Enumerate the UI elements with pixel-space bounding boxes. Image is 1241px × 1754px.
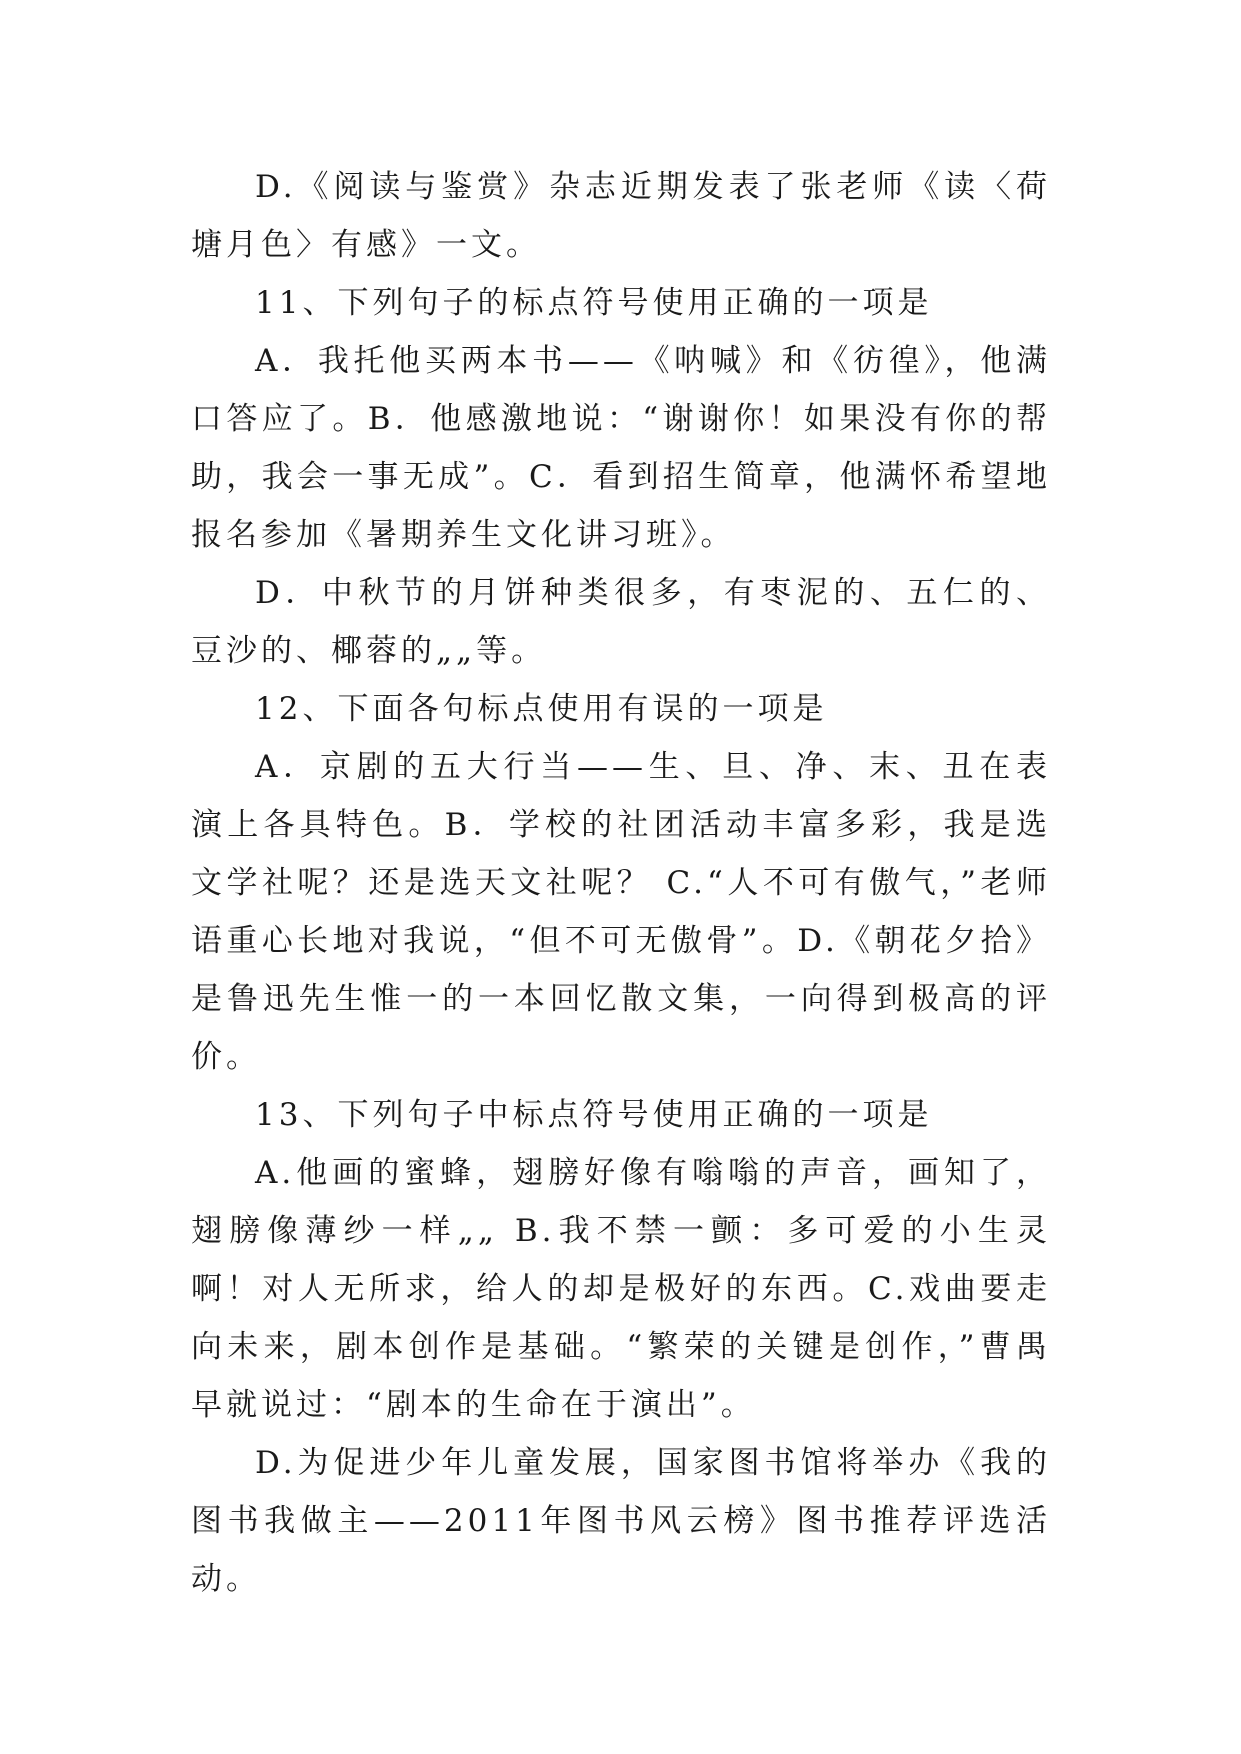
- paragraph-option-d-q10: D.《阅读与鉴赏》杂志近期发表了张老师《读〈荷塘月色〉有感》一文。: [191, 169, 1051, 263]
- question-11-options-abc: A．我托他买两本书——《呐喊》和《彷徨》，他满口答应了。B．他感激地说：“谢谢你！如果没有你的帮助，我会一事无成”。C．看到招生简章，他满怀希望地报名参加《暑期养生文化讲习班》。: [191, 343, 1051, 553]
- question-13-stem: 13、下列句子中标点符号使用正确的一项是: [255, 1097, 933, 1133]
- question-13-options-abc: A.他画的蜜蜂，翅膀好像有嗡嗡的声音，画知了，翅膀像薄纱一样„„ B.我不禁一颤：多可爱的小生灵啊！对人无所求，给人的却是极好的东西。C.戏曲要走向未来，剧本创作是基础。“繁荣的关键是创作，”曹禺早就说过：“剧本的生命在于演出”。: [191, 1155, 1051, 1423]
- question-11-option-d: D．中秋节的月饼种类很多，有枣泥的、五仁的、豆沙的、椰蓉的„„等。: [191, 575, 1051, 669]
- question-12-options: A．京剧的五大行当——生、旦、净、末、丑在表演上各具特色。B．学校的社团活动丰富多彩，我是选文学社呢？还是选天文社呢？ C.“人不可有傲气，”老师语重心长地对我说，“但不可无傲骨”。D.《朝花夕拾》是鲁迅先生惟一的一本回忆散文集，一向得到极高的评价。: [191, 749, 1051, 1075]
- question-12-stem: 12、下面各句标点使用有误的一项是: [255, 691, 828, 727]
- question-13-option-d: D.为促进少年儿童发展，国家图书馆将举办《我的图书我做主——2011年图书风云榜》图书推荐评选活动。: [191, 1445, 1051, 1597]
- document-body: [191, 158, 1051, 1608]
- question-11-stem: 11、下列句子的标点符号使用正确的一项是: [255, 285, 933, 321]
